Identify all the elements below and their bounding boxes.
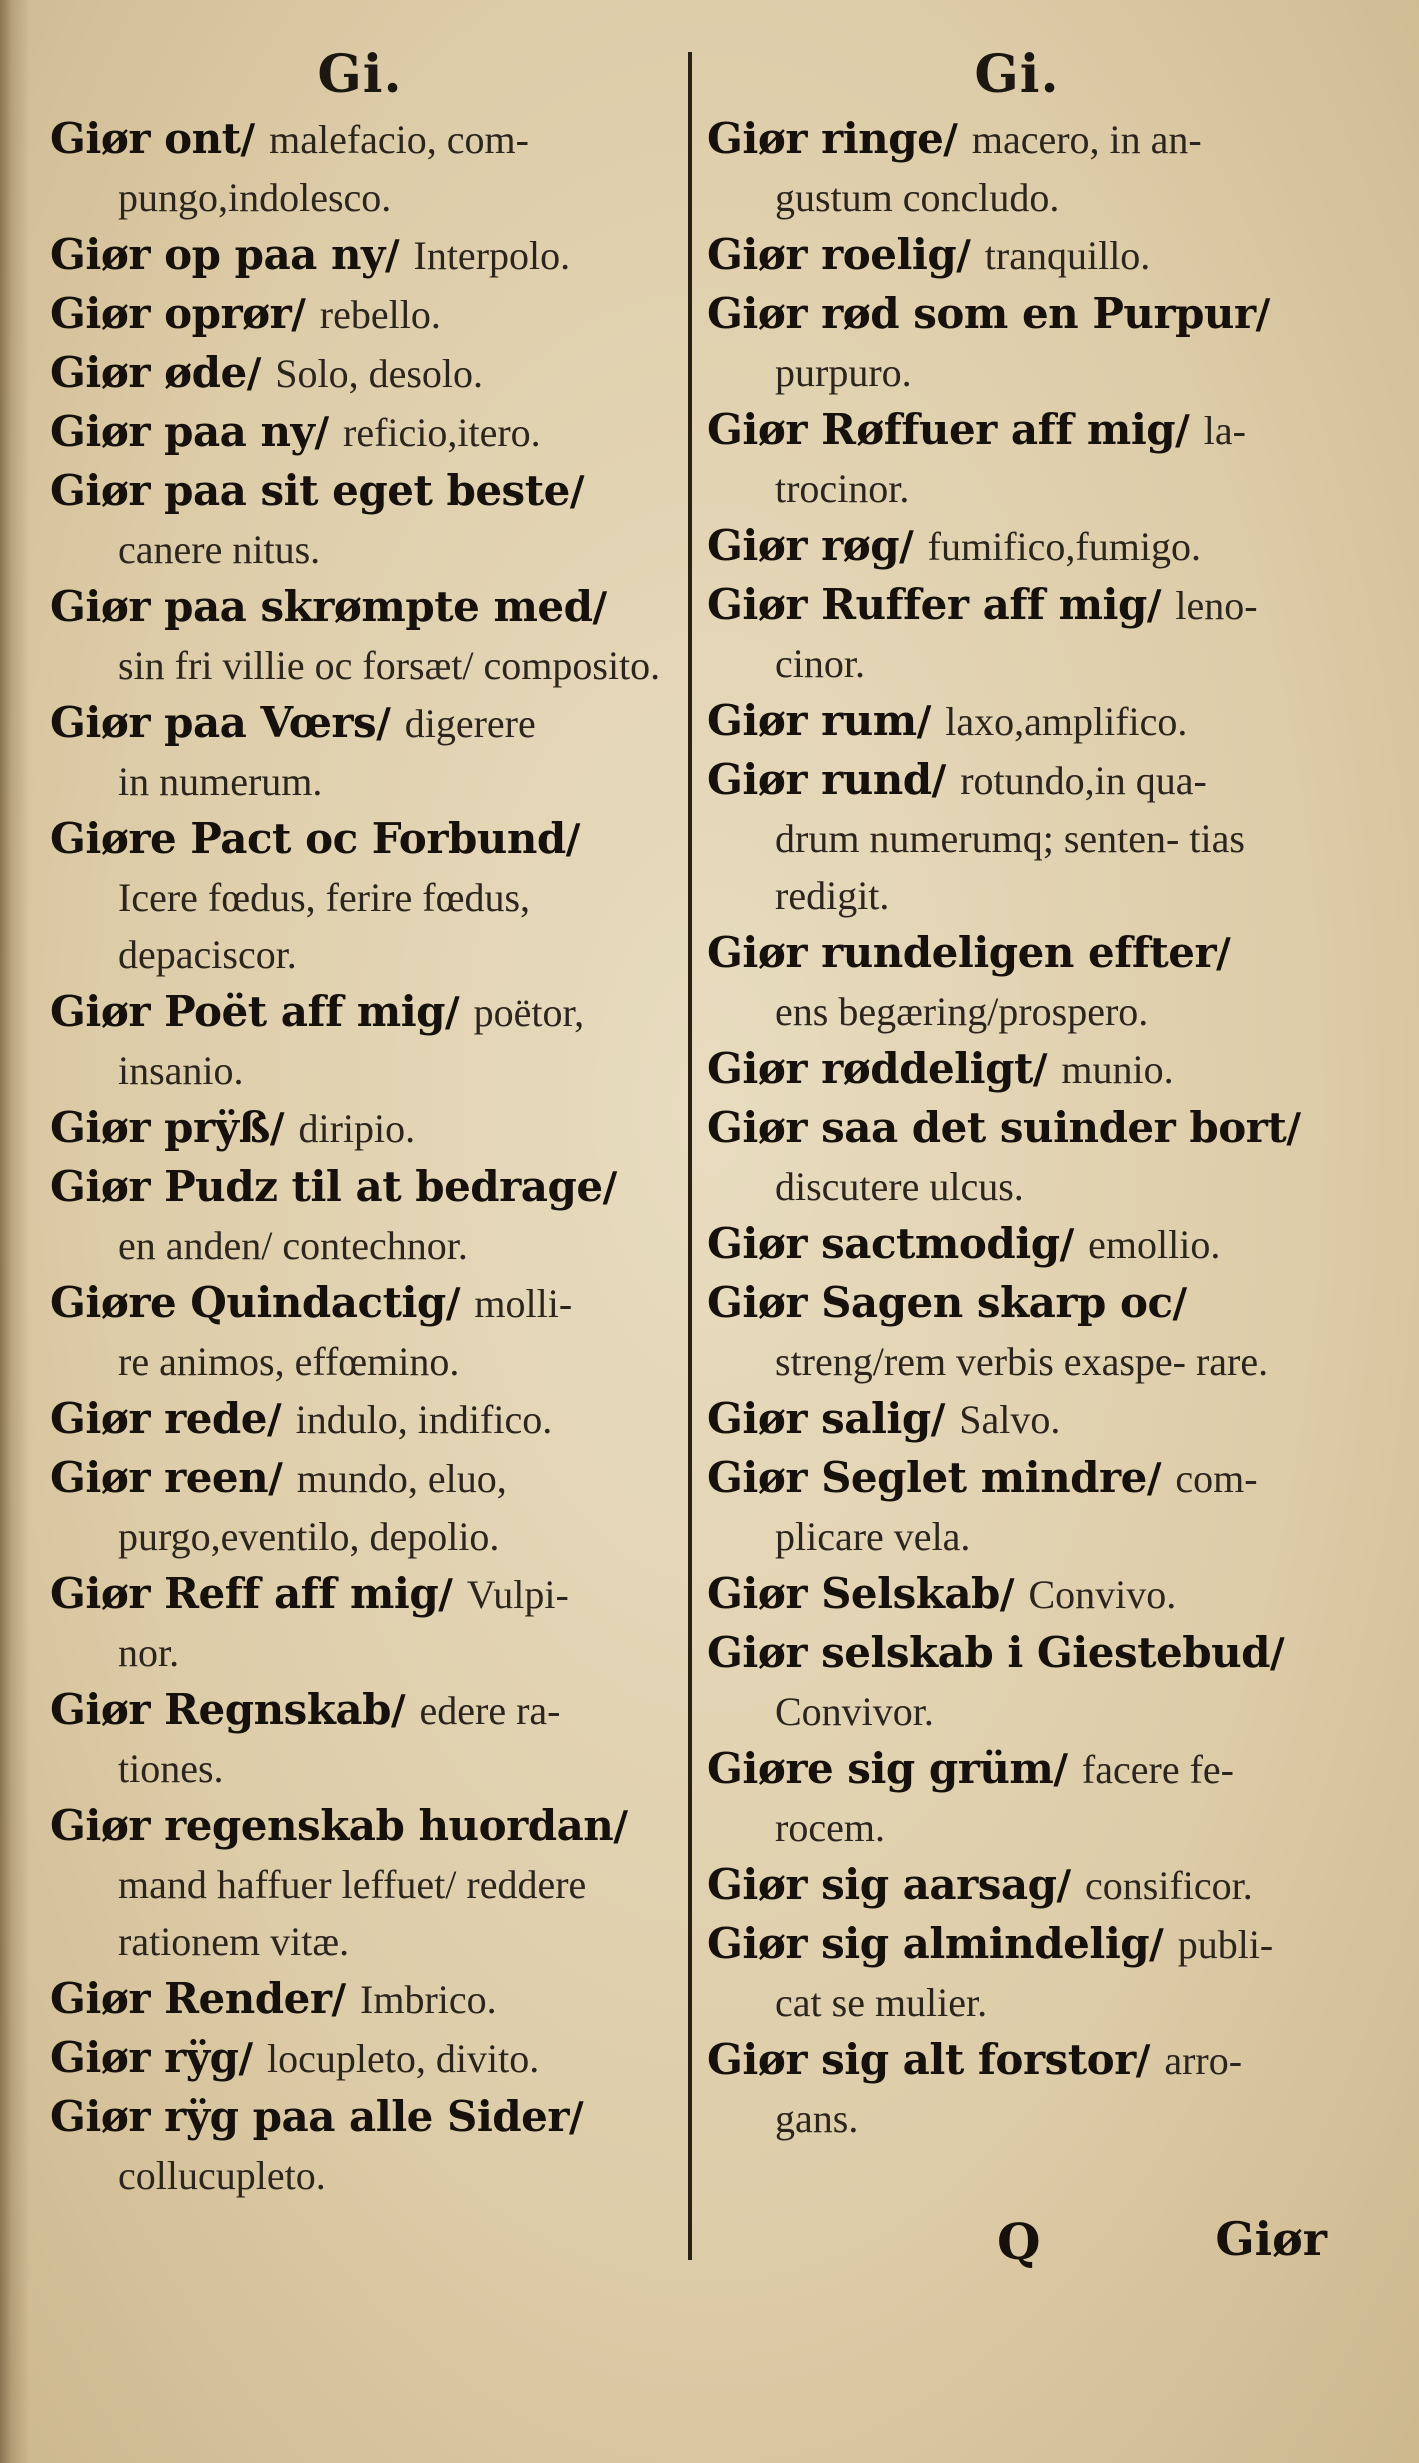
entry-continuation: in numerum. bbox=[118, 759, 323, 804]
entry-separator: / bbox=[291, 291, 320, 338]
entry-headword: Giør rund bbox=[707, 755, 932, 804]
signature-mark: Q bbox=[997, 2212, 1041, 2271]
entry-continuation: insanio. bbox=[118, 1048, 244, 1093]
entry-definition: consificor. bbox=[1085, 1863, 1253, 1908]
entry-headword: Giør Sagen skarp oc bbox=[707, 1278, 1173, 1327]
entry-continuation: nor. bbox=[118, 1630, 180, 1675]
entry-separator: / bbox=[569, 468, 585, 515]
entry-definition: Convivo. bbox=[1028, 1572, 1177, 1617]
page-footer bbox=[707, 2212, 1327, 2282]
entry-definition: locupleto, divito. bbox=[267, 2036, 540, 2081]
entry-definition: mundo, eluo, bbox=[296, 1456, 507, 1501]
entry-continuation: discutere ulcus. bbox=[775, 1164, 1024, 1209]
dictionary-entry bbox=[707, 1274, 1327, 1390]
entry-headword: Giør Pudz til at bedrage bbox=[50, 1162, 603, 1211]
entry-headword: Giør Reff aff mig bbox=[50, 1569, 439, 1618]
entry-definition: edere ra- bbox=[419, 1688, 561, 1733]
entry-headword: Giør Poët aff mig bbox=[50, 987, 446, 1036]
entry-separator: / bbox=[1149, 1921, 1178, 1968]
entry-headword: Giøre Quindactig bbox=[50, 1278, 446, 1327]
entry-definition: facere fe- bbox=[1081, 1747, 1234, 1792]
dictionary-entry bbox=[50, 578, 670, 694]
entry-headword: Giør Regnskab bbox=[50, 1685, 391, 1734]
entry-continuation: plicare vela. bbox=[775, 1514, 971, 1559]
entry-separator: / bbox=[1216, 930, 1231, 977]
dictionary-entry bbox=[707, 226, 1327, 285]
dictionary-entry bbox=[707, 924, 1327, 1040]
entry-continuation: tiones. bbox=[118, 1746, 224, 1791]
entry-headword: Giør Selskab bbox=[707, 1569, 1000, 1618]
entry-headword: Giør sig alt forstor bbox=[707, 2035, 1136, 2084]
dictionary-entry bbox=[707, 401, 1327, 517]
entry-separator: / bbox=[930, 1396, 960, 1443]
entry-separator: / bbox=[1146, 1455, 1176, 1502]
entry-definition: molli- bbox=[474, 1281, 573, 1326]
entry-separator: / bbox=[314, 409, 343, 456]
entry-headword: Giør Ruffer aff mig bbox=[707, 580, 1147, 629]
entry-separator: / bbox=[569, 2094, 584, 2141]
entry-continuation: canere nitus. bbox=[118, 527, 321, 572]
entry-headword: Giør saa det suinder bort bbox=[707, 1103, 1287, 1152]
left-running-header: Gi. bbox=[317, 44, 403, 105]
entry-headword: Giør paa ny bbox=[50, 407, 315, 456]
entry-headword: Giør røddeligt bbox=[707, 1044, 1033, 1093]
entry-definition: poëtor, bbox=[473, 990, 585, 1035]
dictionary-entry bbox=[50, 403, 670, 462]
entry-headword: Giør rede bbox=[50, 1394, 268, 1443]
entry-separator: / bbox=[899, 523, 928, 570]
entry-separator: / bbox=[1270, 1630, 1285, 1677]
entry-headword: Giør regenskab huordan bbox=[50, 1801, 614, 1850]
dictionary-entry bbox=[707, 1624, 1327, 1740]
dictionary-entry bbox=[707, 517, 1327, 576]
entry-continuation: mand haffuer leffuet/ reddere rationem vitæ. bbox=[118, 1862, 587, 1964]
entry-separator: / bbox=[238, 2035, 268, 2082]
dictionary-entry bbox=[50, 1970, 670, 2029]
entry-separator: / bbox=[1255, 291, 1271, 338]
entry-headword: Giør Render bbox=[50, 1974, 332, 2023]
entry-separator: / bbox=[246, 350, 276, 397]
entry-separator: / bbox=[445, 1280, 475, 1327]
dictionary-entry bbox=[50, 344, 670, 403]
entry-definition: malefacio, com- bbox=[269, 117, 529, 162]
dictionary-entry bbox=[50, 1797, 670, 1970]
dictionary-entry bbox=[707, 1099, 1327, 1215]
entry-headword: Giør ringe bbox=[707, 114, 944, 163]
entry-separator: / bbox=[565, 816, 581, 863]
right-column bbox=[707, 40, 1327, 2147]
entry-separator: / bbox=[943, 116, 972, 163]
entry-separator: / bbox=[1032, 1046, 1062, 1093]
entry-headword: Giør Røffuer aff mig bbox=[707, 405, 1176, 454]
entry-headword: Giøre Pact oc Forbund bbox=[50, 814, 566, 863]
entry-continuation: Icere fœdus, ferire fœdus, depaciscor. bbox=[118, 875, 531, 977]
entry-separator: / bbox=[331, 1976, 361, 2023]
entry-headword: Giør røg bbox=[707, 521, 900, 570]
entry-definition: Salvo. bbox=[959, 1397, 1061, 1442]
entry-continuation: re animos, effœmino. bbox=[118, 1339, 460, 1384]
entry-headword: Giør rum bbox=[707, 696, 917, 745]
entry-continuation: drum numerumq; senten- tias redigit. bbox=[775, 816, 1245, 918]
entry-separator: / bbox=[956, 232, 985, 279]
entry-separator: / bbox=[602, 1164, 618, 1211]
dictionary-entry bbox=[50, 2088, 670, 2204]
entry-headword: Giør oprør bbox=[50, 289, 292, 338]
entry-continuation: sin fri villie oc forsæt/ composito. bbox=[118, 643, 661, 688]
entry-definition: macero, in an- bbox=[971, 117, 1202, 162]
entry-definition: rebello. bbox=[319, 292, 441, 337]
entry-definition: reficio,itero. bbox=[343, 410, 541, 455]
dictionary-entry bbox=[50, 226, 670, 285]
entry-headword: Giør paa sit eget beste bbox=[50, 466, 570, 515]
entry-headword: Giør øde bbox=[50, 348, 247, 397]
entry-continuation: trocinor. bbox=[775, 466, 910, 511]
entry-separator: / bbox=[1146, 582, 1176, 629]
dictionary-entry bbox=[50, 2029, 670, 2088]
entry-separator: / bbox=[268, 1455, 297, 1502]
dictionary-entry bbox=[50, 1158, 670, 1274]
dictionary-entry bbox=[50, 1390, 670, 1449]
entry-headword: Giøre sig grüm bbox=[707, 1744, 1054, 1793]
entry-continuation: pungo,indolesco. bbox=[118, 175, 392, 220]
right-running-header: Gi. bbox=[974, 44, 1060, 105]
entry-definition: munio. bbox=[1061, 1047, 1174, 1092]
entry-definition: diripio. bbox=[298, 1106, 416, 1151]
entry-continuation: gans. bbox=[775, 2096, 859, 2141]
dictionary-entry bbox=[50, 810, 670, 983]
dictionary-entry bbox=[707, 285, 1327, 401]
entry-separator: / bbox=[376, 700, 405, 747]
dictionary-entry bbox=[50, 694, 670, 810]
entry-headword: Giør ont bbox=[50, 114, 241, 163]
dictionary-entry bbox=[50, 983, 670, 1099]
entry-headword: Giør selskab i Giestebud bbox=[707, 1628, 1271, 1677]
entry-separator: / bbox=[269, 1105, 299, 1152]
entry-headword: Giør roelig bbox=[707, 230, 957, 279]
entry-headword: Giør prÿß bbox=[50, 1103, 270, 1152]
entry-definition: rotundo,in qua- bbox=[960, 758, 1207, 803]
dictionary-entry bbox=[707, 576, 1327, 692]
entry-headword: Giør Seglet mindre bbox=[707, 1453, 1147, 1502]
dictionary-entry bbox=[50, 462, 670, 578]
entry-separator: / bbox=[1172, 1280, 1188, 1327]
entry-headword: Giør rÿg bbox=[50, 2033, 239, 2082]
entry-continuation: ens begæring/prospero. bbox=[775, 989, 1149, 1034]
entry-separator: / bbox=[384, 232, 414, 279]
entry-separator: / bbox=[592, 584, 608, 631]
catchword: Giør bbox=[1215, 2212, 1327, 2266]
entry-separator: / bbox=[916, 698, 946, 745]
entry-definition: Imbrico. bbox=[360, 1977, 497, 2022]
dictionary-entry bbox=[707, 1915, 1327, 2031]
entry-continuation: en anden/ contechnor. bbox=[118, 1223, 468, 1268]
entry-separator: / bbox=[613, 1803, 628, 1850]
dictionary-entry bbox=[50, 1449, 670, 1565]
dictionary-entry bbox=[707, 751, 1327, 924]
entry-definition: tranquillo. bbox=[984, 233, 1151, 278]
entry-separator: / bbox=[390, 1687, 420, 1734]
entry-definition: indulo, indifico. bbox=[295, 1397, 553, 1442]
entry-definition: la- bbox=[1203, 408, 1246, 453]
dictionary-entry bbox=[707, 1449, 1327, 1565]
dictionary-entry bbox=[707, 1040, 1327, 1099]
entry-definition: laxo,amplifico. bbox=[945, 699, 1188, 744]
entry-headword: Giør reen bbox=[50, 1453, 269, 1502]
entry-continuation: Convivor. bbox=[775, 1689, 934, 1734]
dictionary-entry bbox=[707, 692, 1327, 751]
entry-definition: publi- bbox=[1177, 1922, 1274, 1967]
entry-headword: Giør rundeligen effter bbox=[707, 928, 1217, 977]
entry-continuation: rocem. bbox=[775, 1805, 885, 1850]
entry-headword: Giør salig bbox=[707, 1394, 931, 1443]
right-entry-list bbox=[707, 110, 1327, 2147]
dictionary-entry bbox=[50, 285, 670, 344]
dictionary-entry bbox=[50, 1274, 670, 1390]
entry-continuation: streng/rem verbis exaspe- rare. bbox=[775, 1339, 1269, 1384]
entry-headword: Giør rød som en Purpur bbox=[707, 289, 1256, 338]
entry-separator: / bbox=[1135, 2037, 1165, 2084]
spine-shadow bbox=[0, 0, 30, 2463]
dictionary-entry bbox=[50, 1099, 670, 1158]
entry-headword: Giør paa skrømpte med bbox=[50, 582, 593, 631]
entry-definition: Solo, desolo. bbox=[275, 351, 484, 396]
entry-continuation: purpuro. bbox=[775, 350, 912, 395]
entry-separator: / bbox=[1056, 1862, 1086, 1909]
dictionary-entry bbox=[50, 1565, 670, 1681]
entry-continuation: collucupleto. bbox=[118, 2153, 326, 2198]
entry-separator: / bbox=[1286, 1105, 1301, 1152]
entry-definition: digerere bbox=[404, 701, 536, 746]
entry-separator: / bbox=[445, 989, 474, 1036]
dictionary-entry bbox=[707, 1856, 1327, 1915]
entry-definition: com- bbox=[1175, 1456, 1258, 1501]
entry-continuation: cinor. bbox=[775, 641, 865, 686]
dictionary-entry bbox=[707, 1390, 1327, 1449]
entry-headword: Giør rÿg paa alle Sider bbox=[50, 2092, 569, 2141]
left-column bbox=[50, 40, 670, 2204]
entry-continuation: gustum concludo. bbox=[775, 175, 1060, 220]
entry-definition: Vulpi- bbox=[466, 1572, 569, 1617]
entry-headword: Giør op paa ny bbox=[50, 230, 385, 279]
dictionary-entry bbox=[707, 1215, 1327, 1274]
entry-separator: / bbox=[1059, 1221, 1089, 1268]
dictionary-entry bbox=[707, 1565, 1327, 1624]
entry-separator: / bbox=[438, 1571, 467, 1618]
entry-continuation: cat se mulier. bbox=[775, 1980, 988, 2025]
left-entry-list bbox=[50, 110, 670, 2204]
entry-separator: / bbox=[931, 757, 961, 804]
dictionary-entry bbox=[50, 1681, 670, 1797]
entry-continuation: purgo,eventilo, depolio. bbox=[118, 1514, 500, 1559]
entry-definition: arro- bbox=[1164, 2038, 1243, 2083]
entry-headword: Giør sig aarsag bbox=[707, 1860, 1057, 1909]
entry-definition: leno- bbox=[1175, 583, 1258, 628]
dictionary-entry bbox=[707, 1740, 1327, 1856]
entry-separator: / bbox=[240, 116, 270, 163]
entry-separator: / bbox=[999, 1571, 1029, 1618]
dictionary-entry bbox=[50, 110, 670, 226]
column-rule bbox=[688, 52, 692, 2260]
entry-definition: fumifico,fumigo. bbox=[927, 524, 1201, 569]
entry-separator: / bbox=[1175, 407, 1204, 454]
entry-separator: / bbox=[1053, 1746, 1082, 1793]
dictionary-entry bbox=[707, 110, 1327, 226]
entry-headword: Giør sig almindelig bbox=[707, 1919, 1150, 1968]
entry-headword: Giør sactmodig bbox=[707, 1219, 1060, 1268]
dictionary-entry bbox=[707, 2031, 1327, 2147]
entry-definition: Interpolo. bbox=[413, 233, 571, 278]
entry-headword: Giør paa Vœrs bbox=[50, 698, 377, 747]
entry-separator: / bbox=[267, 1396, 296, 1443]
entry-definition: emollio. bbox=[1088, 1222, 1221, 1267]
